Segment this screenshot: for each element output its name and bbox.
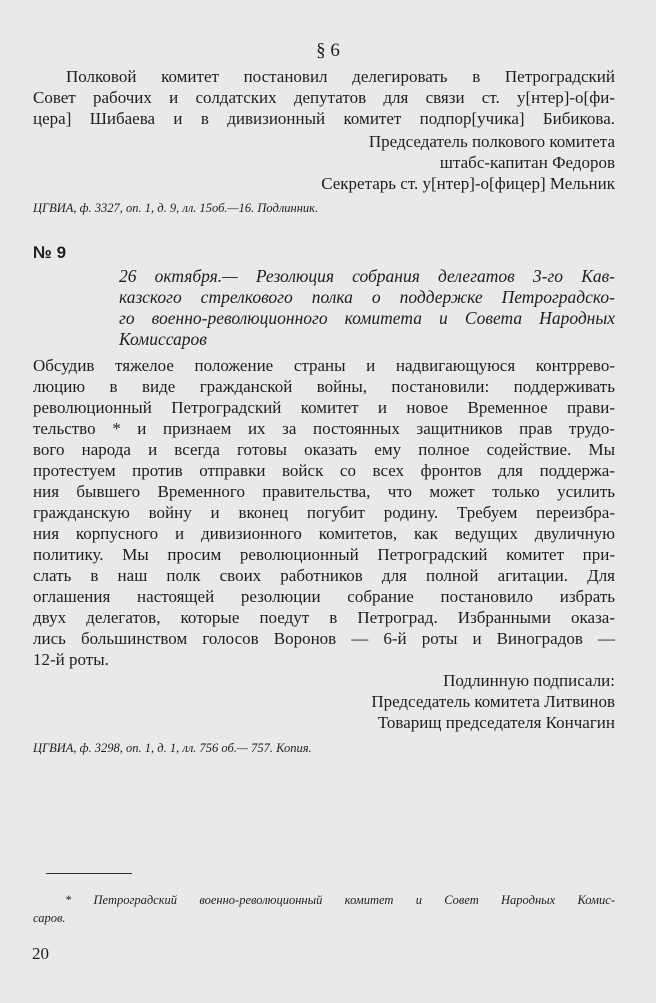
body-line: вого народа и всегда готовы оказать ему полное содействие. Мы xyxy=(33,440,615,459)
footnote-line: * Петроградский военно-революционный комитет и Совет Народных Комис- xyxy=(65,893,615,907)
signature-line: Председатель полкового комитета xyxy=(368,132,615,151)
body-line: оглашения настоящей резолюции собрание постановило избрать xyxy=(33,587,615,606)
archive-reference: ЦГВИА, ф. 3298, оп. 1, д. 1, лл. 756 об.— 757. Копия. xyxy=(33,741,312,755)
body-line: протестуем против отправки войск со всех фронтов для поддержа- xyxy=(33,461,615,480)
paragraph-line: Совет рабочих и солдатских депутатов для связи ст. у[нтер]-о[фи- xyxy=(33,88,615,107)
body-line: ния бывшего Временного правительства, что может только усилить xyxy=(33,482,615,501)
signature-line: Секретарь ст. у[нтер]-о[фицер] Мельник xyxy=(321,174,615,193)
body-line: двух делегатов, которые поедут в Петроград. Избранными оказа- xyxy=(33,608,615,627)
footnote-divider xyxy=(46,873,132,874)
page-number: 20 xyxy=(32,944,49,963)
body-line: слать в наш полк своих работников для полной агитации. Для xyxy=(33,566,615,585)
body-line: тельство * и признаем их за постоянных защитников прав трудо- xyxy=(33,419,615,438)
signature-line: штабс-капитан Федоров xyxy=(439,153,615,172)
body-line: люцию в виде гражданской войны, постановили: поддерживать xyxy=(33,377,615,396)
body-line: 12-й роты. xyxy=(33,650,109,669)
heading-line: казского стрелкового полка о поддержке Петроградско- xyxy=(119,287,615,307)
body-line: революционный Петроградский комитет и новое Временное прави- xyxy=(33,398,615,417)
archive-reference: ЦГВИА, ф. 3327, оп. 1, д. 9, лл. 15об.—16. Подлинник. xyxy=(33,201,319,215)
heading-line: го военно-революционного комитета и Совета Народных xyxy=(119,308,615,328)
paragraph-line: цера] Шибаева и в дивизионный комитет подпор[учика] Бибикова. xyxy=(33,109,615,128)
heading-line: 26 октября.— Резолюция собрания делегатов 3-го Кав- xyxy=(119,266,615,286)
signature-line: Товарищ председателя Кончагин xyxy=(377,713,615,732)
body-line: политику. Мы просим революционный Петроградский комитет при- xyxy=(33,545,615,564)
body-line: гражданскую войну и вконец погубит родину. Требуем переизбра- xyxy=(33,503,615,522)
section-mark: § 6 xyxy=(316,40,340,61)
heading-line: Комиссаров xyxy=(119,329,207,349)
body-line: Обсудив тяжелое положение страны и надвигающуюся контррево- xyxy=(33,356,615,375)
signature-line: Председатель комитета Литвинов xyxy=(371,692,615,711)
signature-line: Подлинную подписали: xyxy=(443,671,615,690)
footnote-line: саров. xyxy=(33,911,66,925)
body-line: лись большинством голосов Воронов — 6-й роты и Виноградов — xyxy=(33,629,615,648)
document-number: № 9 xyxy=(33,243,67,262)
body-line: ния корпусного и дивизионного комитетов, как ведущих двуличную xyxy=(33,524,615,543)
paragraph-line: Полковой комитет постановил делегировать в Петроградский xyxy=(66,67,615,86)
